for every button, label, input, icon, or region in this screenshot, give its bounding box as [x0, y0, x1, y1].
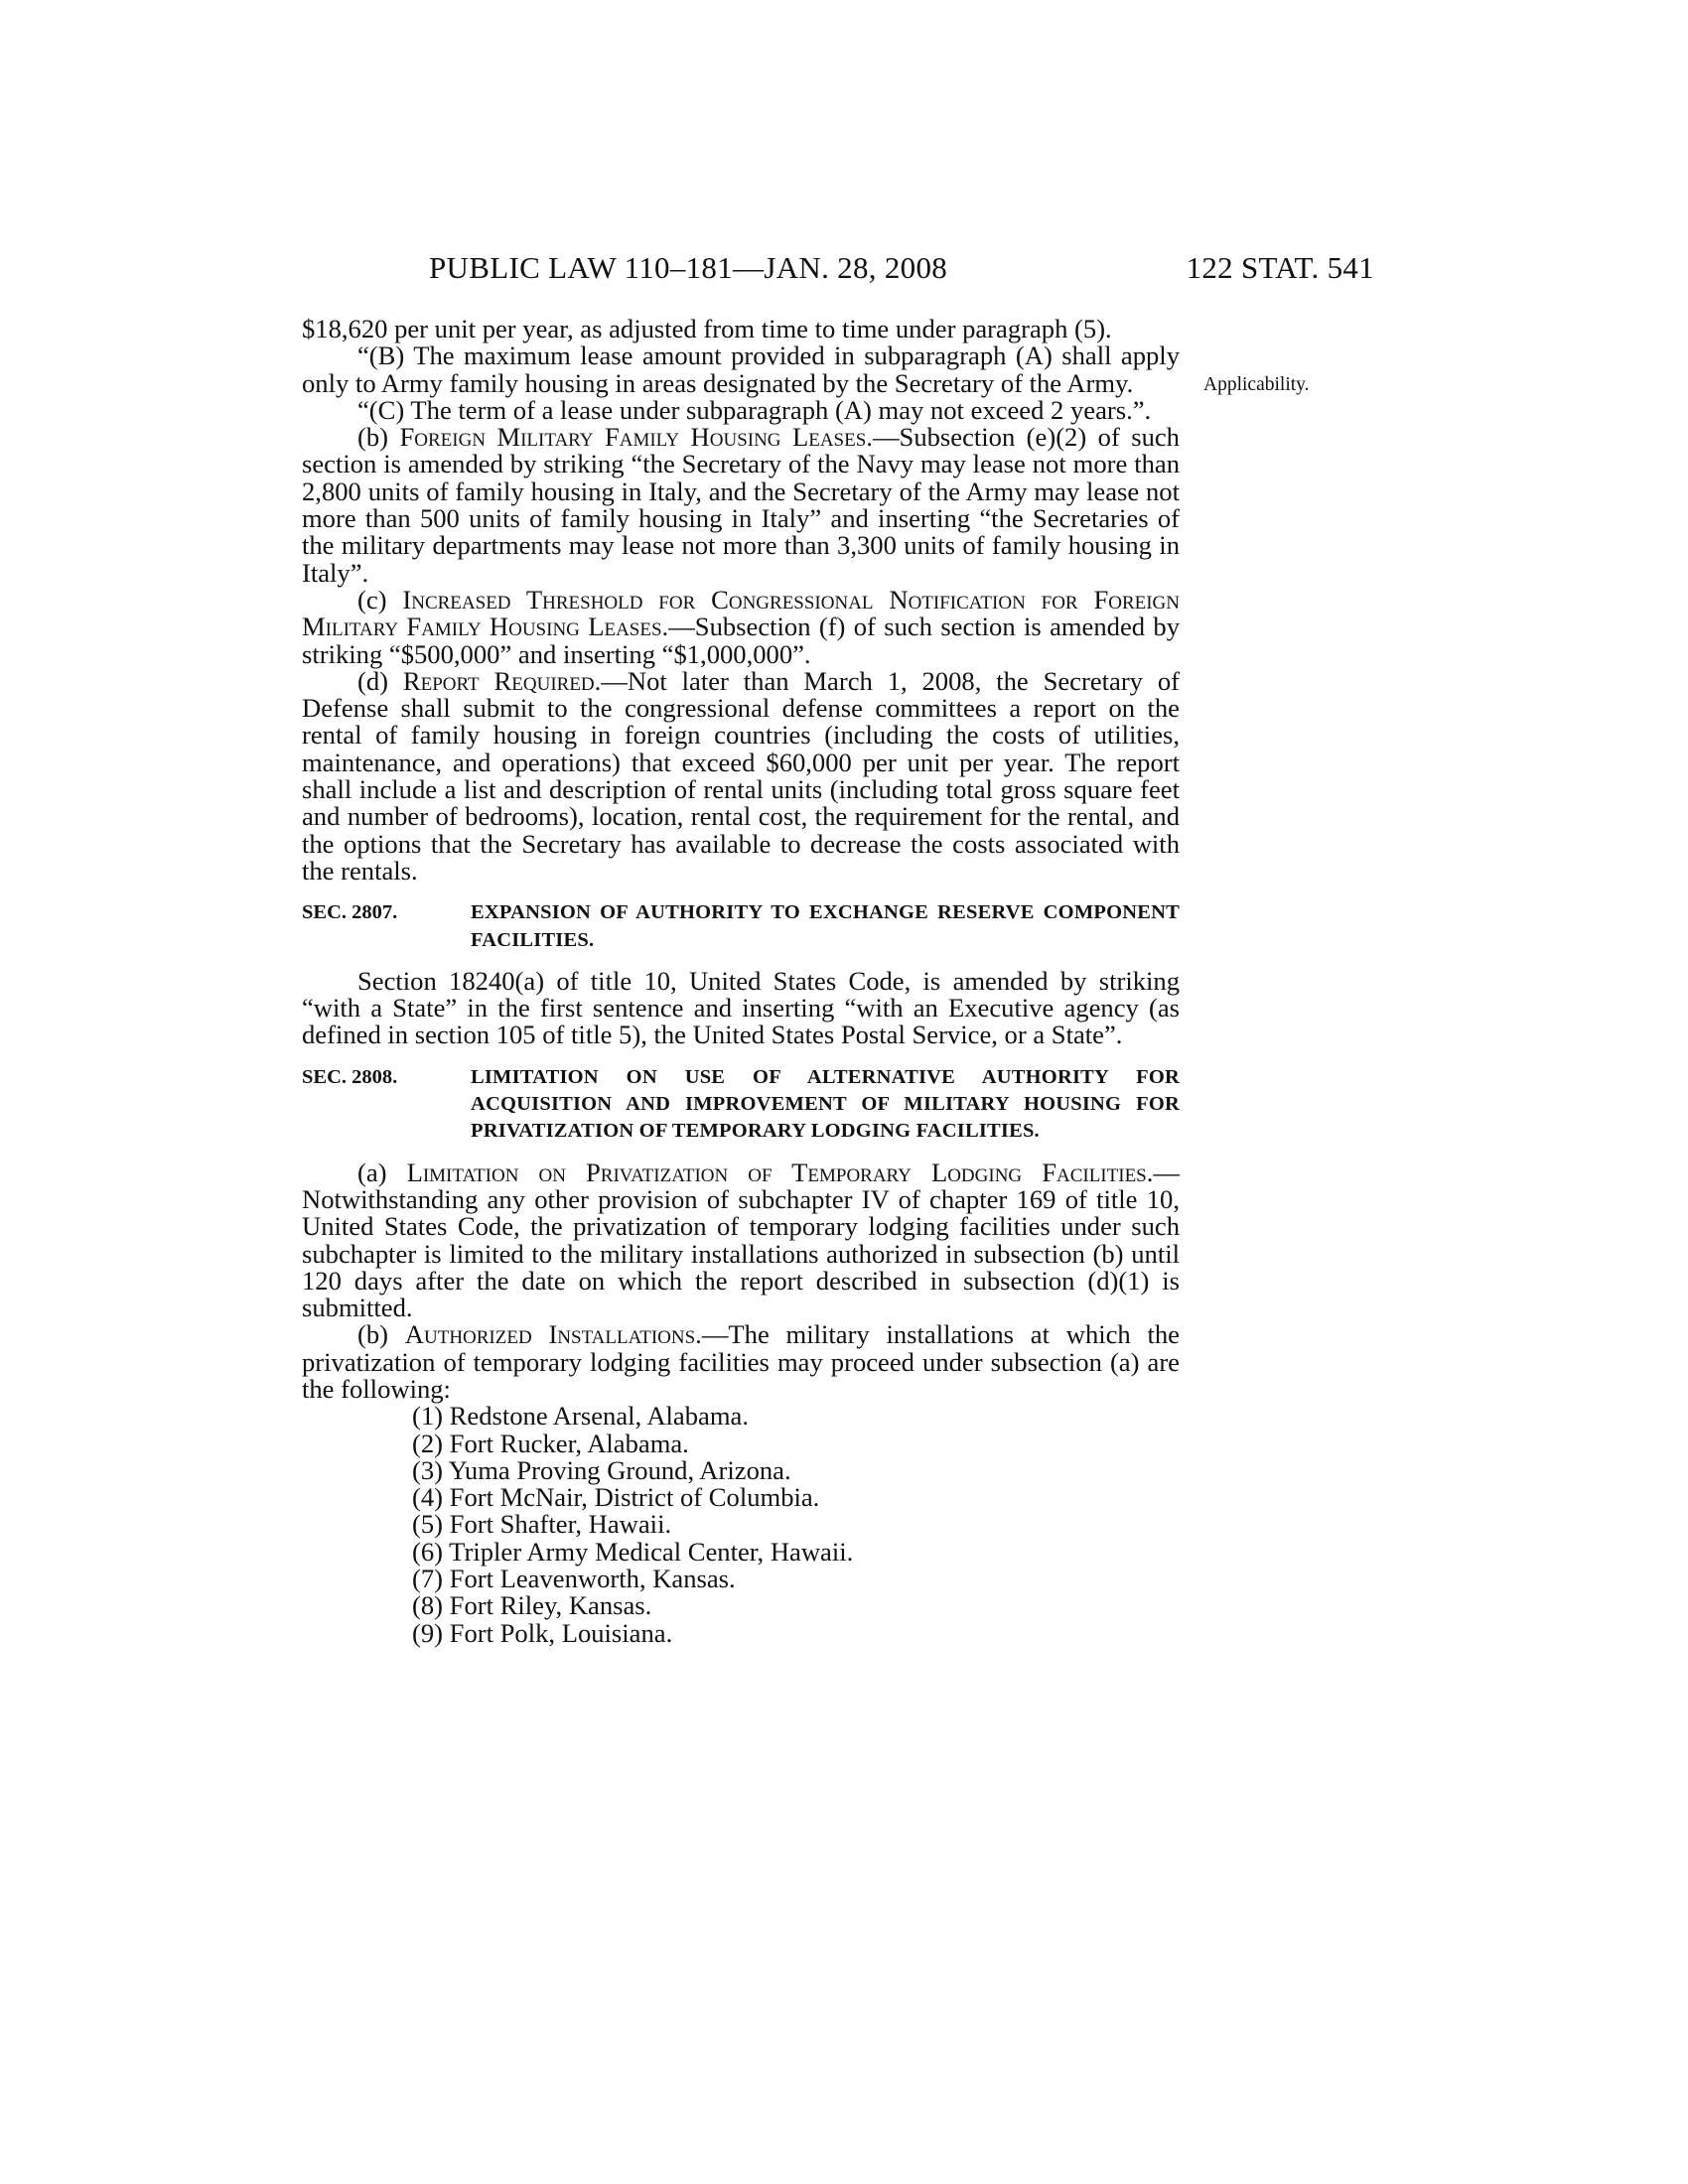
paragraph-foreign-leases: [302, 424, 1180, 587]
paragraph-subparagraph-c: “(C) The term of a lease under subparagraph (A) may not exceed 2 years.”.: [357, 394, 1152, 425]
paragraph-limitation: [302, 1157, 1180, 1323]
stat-page-number: 122 STAT. 541: [1186, 250, 1374, 285]
paragraph-heading: Limitation on Privatization of Temporary Lodging Facilities.: [406, 1157, 1154, 1187]
paragraph-section-2807: Section 18240(a) of title 10, United States Code, is amended by striking “with a State” in the first sentence and inserting “with an Executive agency (as defined in section 105 of title 5), the United States Postal Service, or a State”.: [302, 965, 1180, 1050]
page-header: [298, 250, 1374, 290]
list-item: (4) Fort McNair, District of Columbia.: [412, 1482, 820, 1513]
list-item: (5) Fort Shafter, Hawaii.: [412, 1509, 672, 1540]
paragraph-body: —Notwithstanding any other provision of subchapter IV of chapter 169 of title 10, United States Code, the privatization of temporary lodging facilities under such subchapter is limited to the military installations authorized in subsection (b) until 120 days after the date on which the report described in subsection (d)(1) is submitted.: [302, 1157, 1180, 1323]
list-item: (7) Fort Leavenworth, Kansas.: [412, 1564, 736, 1594]
paragraph-heading: Report Required.: [402, 665, 602, 696]
paragraph-body: —Not later than March 1, 2008, the Secretary of Defense shall submit to the congressional defense committees a report on the rental of family housing in foreign countries (including the costs of utilities, maintenance, and operations) that exceed $60,000 per unit per year. The report shall include a list and description of rental units (including total gross square feet and number of bedrooms), location, rental cost, the requirement for the rental, and the options that the Secretary has available to decrease the costs associated with the rentals.: [302, 665, 1180, 886]
list-item: (9) Fort Polk, Louisiana.: [412, 1617, 673, 1648]
paragraph-heading: Authorized Installations.: [404, 1319, 702, 1350]
list-item: (6) Tripler Army Medical Center, Hawaii.: [412, 1536, 854, 1567]
body-text: [302, 316, 1180, 1647]
paragraph-lead: (a): [357, 1157, 407, 1187]
paragraph-lead: (b): [357, 1319, 405, 1350]
paragraph-threshold: [302, 584, 1180, 669]
list-item: (1) Redstone Arsenal, Alabama.: [412, 1401, 749, 1432]
margin-note-applicability: Applicability.: [1203, 374, 1310, 395]
paragraph-report-required: [302, 665, 1180, 886]
section-heading-2807: [302, 899, 1180, 954]
paragraph-body: —Subsection (e)(2) of such section is amended by striking “the Secretary of the Navy may lease not more than 2,800 units of family housing in Italy, and the Secretary of the Army may lease not more than 500 units of family housing in Italy” and inserting “the Secretaries of the military departments may lease not more than 3,300 units of family housing in Italy”.: [302, 422, 1180, 588]
paragraph-heading: Foreign Military Family Housing Leases.: [399, 422, 873, 453]
section-number: SEC. 2807.: [302, 901, 398, 924]
paragraph-authorized-installations: [302, 1321, 1180, 1403]
list-item: (2) Fort Rucker, Alabama.: [412, 1428, 689, 1458]
paragraph-heading: Increased Threshold for Congressional Notification for Foreign Military Family Housing Leases.: [302, 584, 1180, 642]
section-number: SEC. 2808.: [302, 1065, 398, 1088]
installations-list: [302, 1403, 1180, 1647]
section-title: EXPANSION OF AUTHORITY TO EXCHANGE RESERVE COMPONENT FACILITIES.: [471, 901, 1180, 951]
paragraph-lead: (b): [357, 422, 400, 453]
paragraph-body: —Subsection (f) of such section is amended by striking “$500,000” and inserting “$1,000,000”.: [302, 612, 1180, 669]
paragraph-lead: (c): [357, 584, 403, 614]
paragraph-subparagraph-b: “(B) The maximum lease amount provided in subparagraph (A) shall apply only to Army family housing in areas designated by the Secretary of the Army.: [302, 341, 1180, 398]
section-title: LIMITATION ON USE OF ALTERNATIVE AUTHORITY FOR ACQUISITION AND IMPROVEMENT OF MILITARY HOUSING FOR PRIVATIZATION OF TEMPORARY LODGING FACILITIES.: [471, 1065, 1180, 1143]
list-item: (8) Fort Riley, Kansas.: [412, 1590, 652, 1621]
paragraph-body: —The military installations at which the privatization of temporary lodging facilities may proceed under subsection (a) are the following:: [302, 1319, 1180, 1404]
running-title: PUBLIC LAW 110–181—JAN. 28, 2008: [429, 250, 948, 285]
list-item: (3) Yuma Proving Ground, Arizona.: [412, 1454, 791, 1485]
paragraph-continuation: $18,620 per unit per year, as adjusted from time to time under paragraph (5).: [302, 314, 1112, 343]
paragraph-lead: (d): [357, 665, 403, 696]
section-heading-2808: [302, 1064, 1180, 1146]
